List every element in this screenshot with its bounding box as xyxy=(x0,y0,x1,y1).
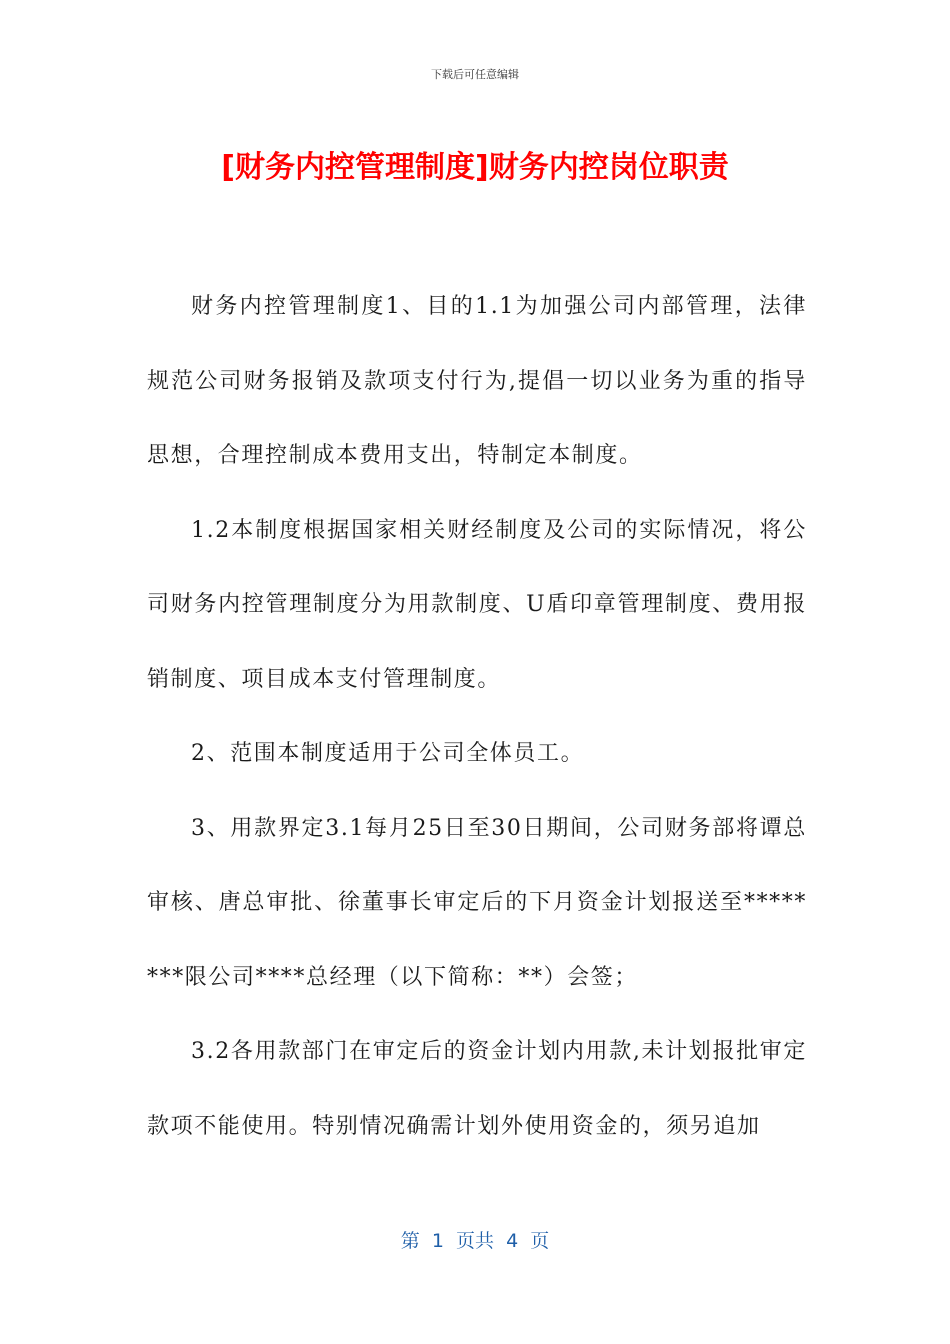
document-title: [财务内控管理制度]财务内控岗位职责 xyxy=(221,150,729,185)
document-body xyxy=(147,270,807,1164)
paragraph: 1.2本制度根据国家相关财经制度及公司的实际情况，将公司财务内控管理制度分为用款制度、U盾印章管理制度、费用报销制度、项目成本支付管理制度。 xyxy=(147,517,807,692)
paragraph: 2、范围本制度适用于公司全体员工。 xyxy=(191,741,585,766)
paragraph: 3、用款界定3.1每月25日至30日期间，公司财务部将谭总审核、唐总审批、徐董事长审定后的下月资金计划报送至********限公司****总经理（以下简称：**）会签； xyxy=(147,815,807,990)
header-note: 下载后可任意编辑 xyxy=(431,68,519,81)
paragraph: 3.2各用款部门在审定后的资金计划内用款,未计划报批审定款项不能使用。特别情况确需计划外使用资金的，须另追加 xyxy=(147,1039,807,1139)
paragraph: 财务内控管理制度1、目的1.1为加强公司内部管理，法律规范公司财务报销及款项支付行为,提倡一切以业务为重的指导思想，合理控制成本费用支出，特制定本制度。 xyxy=(147,294,807,468)
page-footer: 第 1 页共 4 页 xyxy=(400,1230,550,1252)
